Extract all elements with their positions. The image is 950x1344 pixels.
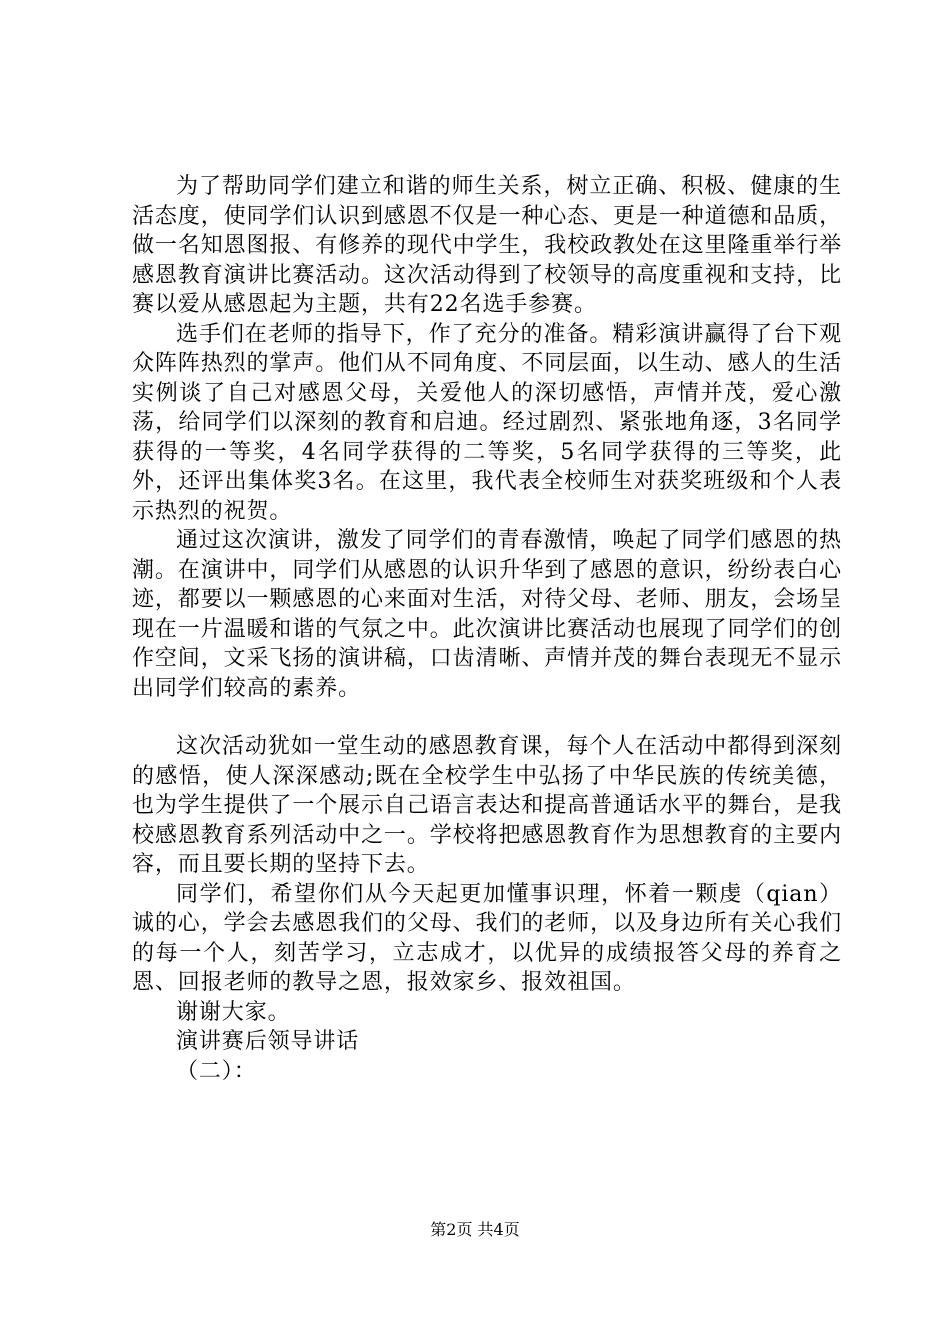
paragraph-significance: 这次活动犹如一堂生动的感恩教育课，每个人在活动中都得到深刻的感悟，使人深深感动;既在全校学生中弘扬了中华民族的传统美德，也为学生提供了一个展示自己语言表达和提高普通话水平的舞台，是我校感恩教育系列活动中之一。学校将把感恩教育作为思想教育的主要内容，而且要长期的坚持下去。 xyxy=(132,734,842,877)
paragraph-intro: 为了帮助同学们建立和谐的师生关系，树立正确、积极、健康的生活态度，使同学们认识到感恩不仅是一种心态、更是一种道德和品质，做一名知恩图报、有修养的现代中学生，我校政教处在这里隆重举行举感恩教育演讲比赛活动。这次活动得到了校领导的高度重视和支持，比赛以爱从感恩起为主题，共有22名选手参赛。 xyxy=(132,174,842,317)
document-body xyxy=(132,172,842,1086)
paragraph-thanks: 谢谢大家。 xyxy=(176,999,291,1025)
paragraph-effect: 通过这次演讲，激发了同学们的青春激情，唤起了同学们感恩的热潮。在演讲中，同学们从感恩的认识升华到了感恩的意识，纷纷表白心迹，都要以一颗感恩的心来面对生活，对待父母、老师、朋友，会场呈现在一片温暖和谐的气氛之中。此次演讲比赛活动也展现了同学们的创作空间，文采飞扬的演讲稿，口齿清晰、声情并茂的舞台表现无不显示出同学们较高的素养。 xyxy=(132,528,842,701)
page-footer: 第2页 共4页 xyxy=(430,1220,520,1239)
paragraph-next-title: 演讲赛后领导讲话 xyxy=(176,1029,360,1054)
paragraph-section-number: （二）： xyxy=(176,1058,257,1084)
paragraph-hope: 同学们，希望你们从今天起更加懂事识理，怀着一颗虔（qian）诚的心，学会去感恩我们的父母、我们的老师，以及身边所有关心我们的每一个人，刻苦学习，立志成才，以优异的成绩报答父母的养育之恩、回报老师的教导之恩，报效家乡、报效祖国。 xyxy=(132,881,842,995)
paragraph-preparation: 选手们在老师的指导下，作了充分的准备。精彩演讲赢得了台下观众阵阵热烈的掌声。他们从不同角度、不同层面，以生动、感人的生活实例谈了自己对感恩父母，关爱他人的深切感悟，声情并茂，爱心激荡，给同学们以深刻的教育和启迪。经过剧烈、紧张地角逐，3名同学获得的一等奖，4名同学获得的二等奖，5名同学获得的三等奖，此外，还评出集体奖3名。在这里，我代表全校师生对获奖班级和个人表示热烈的祝贺。 xyxy=(132,321,842,524)
